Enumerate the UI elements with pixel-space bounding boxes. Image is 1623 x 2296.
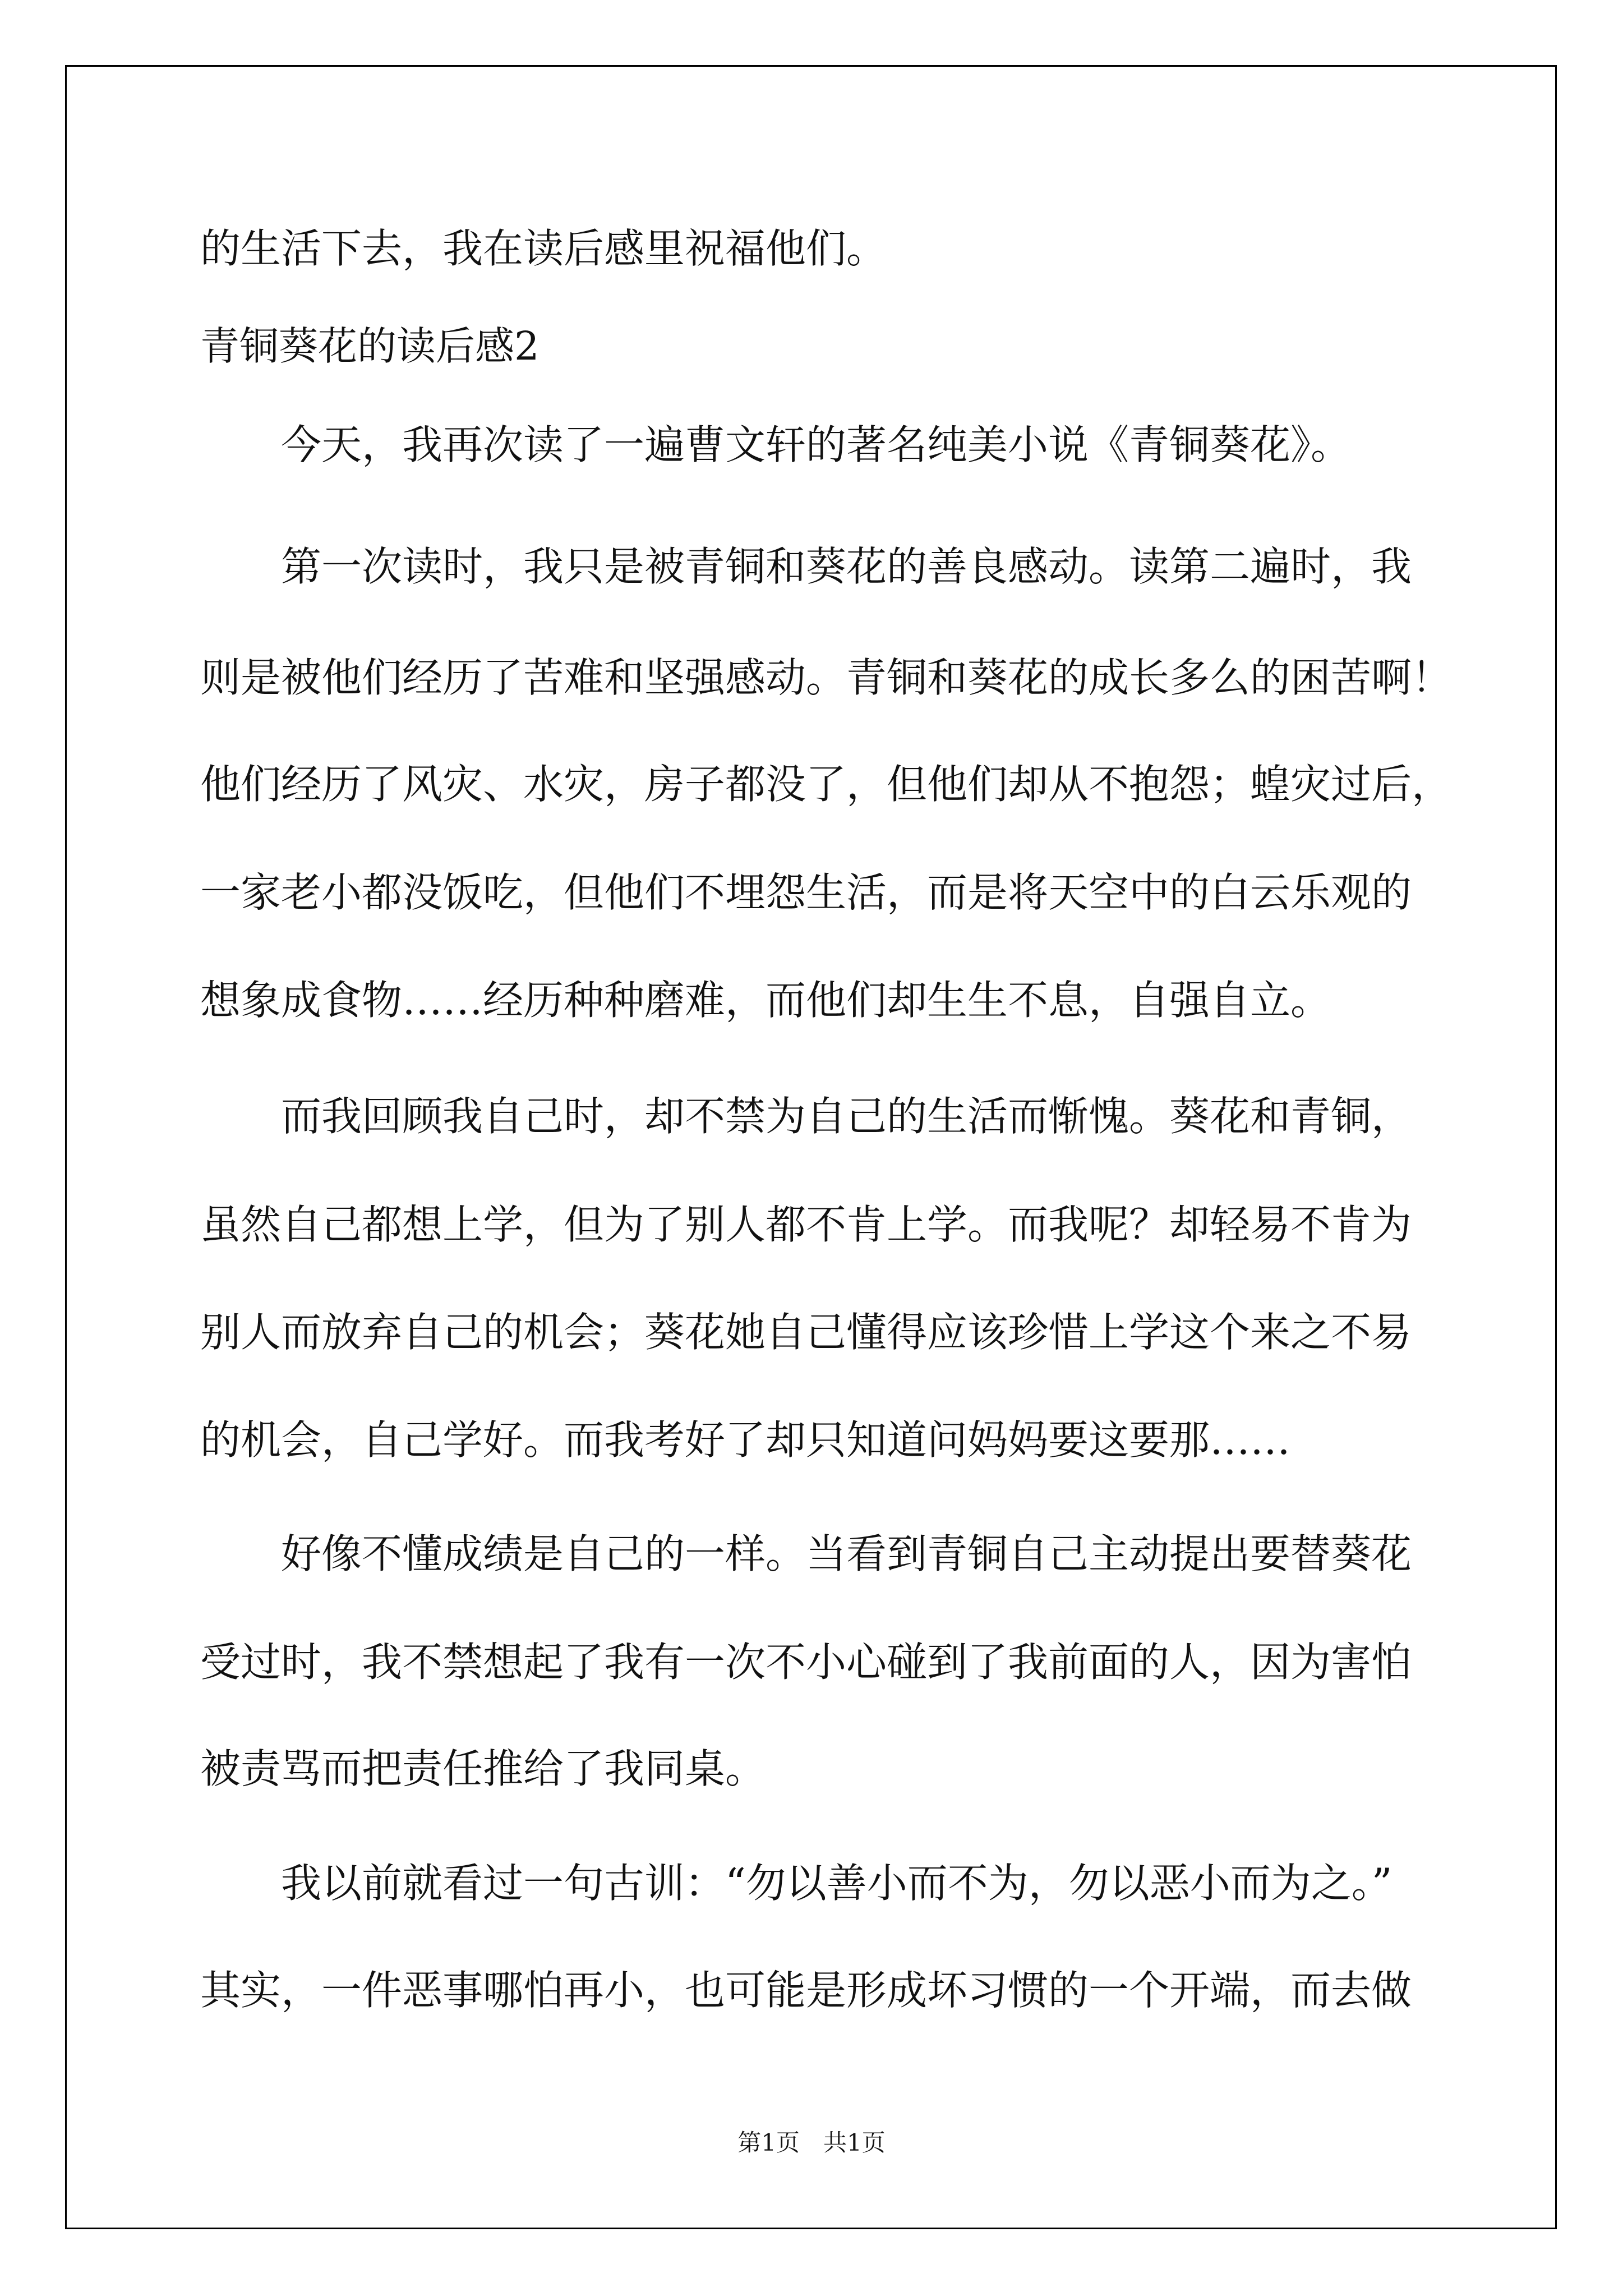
text-line: 被责骂而把责任推给了我同桌。 [200, 1745, 766, 1792]
text-line: 一家老小都没饭吃，但他们不埋怨生活，而是将天空中的白云乐观的 [200, 869, 1412, 916]
text-line: 好像不懂成绩是自己的一样。当看到青铜自己主动提出要替葵花 [200, 1530, 1412, 1577]
text-line: 第一次读时，我只是被青铜和葵花的善良感动。读第二遍时，我 [200, 543, 1412, 590]
text-line: 今天，我再次读了一遍曹文轩的著名纯美小说《青铜葵花》。 [200, 421, 1352, 468]
text-line: 别人而放弃自己的机会；葵花她自己懂得应该珍惜上学这个来之不易 [200, 1309, 1412, 1356]
text-line: 的生活下去，我在读后感里祝福他们。 [200, 225, 887, 272]
text-line: 想象成食物……经历种种磨难，而他们却生生不息，自强自立。 [200, 977, 1331, 1024]
page-footer: 第1页 共1页 [737, 2129, 886, 2156]
text-line: 则是被他们经历了苦难和坚强感动。青铜和葵花的成长多么的困苦啊！ [200, 654, 1453, 701]
text-line: 其实，一件恶事哪怕再小，也可能是形成坏习惯的一个开端，而去做 [200, 1967, 1412, 2014]
text-line: 而我回顾我自己时，却不禁为自己的生活而惭愧。葵花和青铜， [200, 1093, 1412, 1140]
text-line: 他们经历了风灾、水灾，房子都没了，但他们却从不抱怨；蝗灾过后， [200, 761, 1453, 808]
text-line: 我以前就看过一句古训：“勿以善小而不为，勿以恶小而为之。” [200, 1860, 1393, 1907]
section-heading: 青铜葵花的读后感2 [200, 323, 540, 369]
text-line: 受过时，我不禁想起了我有一次不小心碰到了我前面的人，因为害怕 [200, 1639, 1412, 1686]
text-line: 虽然自己都想上学，但为了别人都不肯上学。而我呢？却轻易不肯为 [200, 1201, 1412, 1248]
text-line: 的机会，自己学好。而我考好了却只知道问妈妈要这要那…… [200, 1416, 1291, 1464]
